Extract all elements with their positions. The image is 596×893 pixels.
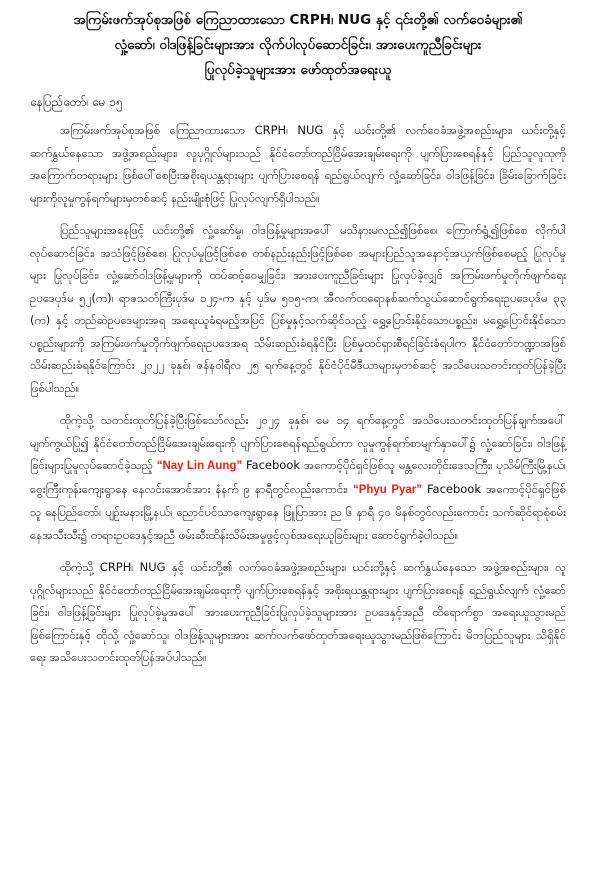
document-title xyxy=(30,8,566,83)
title-line-3: ပြုလုပ်ခဲ့သူများအား ဖော်ထုတ်အရေးယူ xyxy=(204,62,392,78)
paragraph-4: ထိုကဲ့သို့ CRPH၊ NUG နှင့် ယင်းတို့၏ လက်ဝေခံအဖွဲ့အစည်းများ၊ ယင်းတို့နှင့် ဆက်နွှယ်နေသော အဖွဲ့အစည်းများ၊ လူပုဂ္ဂိုလ်များသည် နိုင်ငံတော်တည်ငြိမ်အေးချမ်းရေးကို ပျက်ပြားစေရန်နှင့် အစိုးရယန္တရားများ ပျက်ပြားစေရန် ရည်ရွယ်လျက် လှုံ့ဆော်ခြင်း၊ ဝါဒဖြန့်ခြင်းများ ပြုလုပ်ခဲ့မှုအပေါ် အားပေးကူညီခြင်းပြုလုပ်ခဲ့သူများအား ဥပဒေနှင့်အညီ ထိရောက်စွာ အရေးယူသွားမည်ဖြစ်ကြောင်းနှင့် ထိုသို့ လှုံ့ဆော်သူ၊ ဝါဒဖြန့်သူများအား ဆက်လက်ဖော်ထုတ်အရေးယူသွားမည်ဖြစ်ကြောင်း မိဘပြည်သူများ သိရှိနိုင်ရေး အသိပေးသတင်းထုတ်ပြန်အပ်ပါသည်။ xyxy=(30,560,566,664)
facebook-account-name-2: “Phyu Pyar” xyxy=(352,483,423,496)
dateline: နေပြည်တော်၊ မေ ၁၅ xyxy=(30,95,123,109)
paragraph-1: အကြမ်းဖက်အုပ်စုအဖြစ် ကြေညာထားသော CRPH၊ NUG နှင့် ယင်းတို့၏ လက်ဝေခံအဖွဲ့အစည်းများ၊ ယင်းတို့နှင့် ဆက်နွှယ်နေသော အဖွဲ့အစည်းများ၊ လူပုဂ္ဂိုလ်များသည် နိုင်ငံတော်တည်ငြိမ်အေးချမ်းရေးကို ပျက်ပြားစေရန်နှင့် ပြည်သူလူထုကို အကြောက်တရားများ ဖြစ်ပေါ်စေပြီးအစိုးရယန္တရားများ ပျက်ပြားစေရန် ရည်ရွယ်လျက် လှုံ့ဆော်ခြင်း၊ ဝါဒဖြန့်ခြင်း၊ ခြိမ်းခြောက်ခြင်းများကိုလူမှုကွန်ရက်များမှတစ်ဆင့် နည်းမျိုးစုံဖြင့် ပြုလုပ်လျက်ရှိပါသည်။ xyxy=(30,123,566,205)
paragraph-3-text-b: Facebook အကောင့်ပိုင်ရှင်ဖြစ်သူ မန္တလေးတိုင်းဒေသကြီး၊ ပုသိမ်ကြီးမြို့နယ်၊ ဝွေးကြီးကုန်းကျေးရွာနေ နေလင်းအောင်အား နံနက် ၉ နာရီတွင်လည်းကောင်း၊ xyxy=(30,458,566,496)
paragraph-2: ပြည်သူများအနေဖြင့် ယင်းတို့၏ လှုံ့ဆော်မှု၊ ဝါဒဖြန့်မှုများအပေါ် မသိနားမလည်၍ဖြစ်စေ၊ ကြောက်ရွံ့၍ဖြစ်စေ လိုက်ပါလုပ်ဆောင်ခြင်း၊ အသံဖြင့်ဖြစ်စေ၊ ပြုလုပ်မှုဖြင့်ဖြစ်စေ တစ်နည်းနည်းဖြင့်ဖြစ်စေ အများပြည်သူအနောင့်အယှက်ဖြစ်စေမည့် ပြုလုပ်မှုများ ပြုလုပ်ခြင်း၊ လှုံ့ဆော်ဝါဒဖြန့်မှုများကို ထပ်ဆင့်ဝေမျှခြင်း၊ အားပေးကူညီခြင်းများ ပြုလုပ်ခဲ့လျှင် အကြမ်းဖက်မှုတိုက်ဖျက်ရေးဥပဒေပုဒ်မ ၅၂(က)၊ ရာဇသတ်ကြီးပုဒ်မ ၁၂၄-က နှင့် ပုဒ်မ ၅၀၅-က၊ အီလက်ထရောနစ်ဆက်သွယ်ဆောင်ရွက်ရေးဥပဒေပုဒ်မ ၃၃ (က) နှင့် တည်ဆဲဥပဒေများအရ အရေးယူခံရမည့်အပြင် ပြစ်မှုနှင့်သက်ဆိုင်သည့် ရွှေ့ပြောင်းနိုင်သောပစ္စည်း၊ မရွှေ့ပြောင်းနိုင်သောပစ္စည်းများကို အကြမ်းဖက်မှုတိုက်ဖျက်ရေးဥပဒေအရ သိမ်းဆည်းခံရနိုင်ပြီး ပြစ်မှုထင်ရှားစီရင်ခြင်းခံရပါက နိုင်ငံတော်ဘဏ္ဍာအဖြစ် သိမ်းဆည်းခံရနိုင်ကြောင်း ၂၀၂၂ ခုနှစ်၊ ဇန်နဝါရီလ ၂၅ ရက်နေ့တွင် နိုင်ငံပိုင်မီဒီယာများမှတစ်ဆင့် အသိပေးသတင်းထုတ်ပြန်ခဲ့ပြီး ဖြစ်ပါသည်။ xyxy=(30,223,566,395)
facebook-account-name-1: “Nay Lin Aung” xyxy=(156,460,243,472)
paragraph-3-text-c: Facebook အကောင့်ပိုင်ရှင်ဖြစ်သူ နေပြည်တော်၊ ပျဉ်းမနားမြို့နယ်၊ ညောင်ပင်သာကျေးရွာနေ ဖြူပြာအား ည ၆ နာရီ ၄၀ မိနစ်တွင်လည်းကောင်း သက်ဆိုင်ရာစုံစမ်းနေအသီးသီး၌ တရားဥပဒေနှင့်အညီ ဖမ်းဆီးထိန်းသိမ်းအမှုဖွင့်လှစ်အရေးယူခြင်းများ ဆောင်ရွက်ခဲ့ပါသည်။ xyxy=(30,481,567,542)
paragraph-3-text-a: ထိုကဲ့သို့ သတင်းထုတ်ပြန်ခဲ့ပြီးဖြစ်သော်လည်း ၂၀၂၄ ခုနှစ်၊ မေ ၁၄ ရက်နေ့တွင် အသိပေးသတင်းထုတ်ပြန်ချက်အပေါ် မျက်ကွယ်ပြု၍ နိုင်ငံတော်တည်ငြိမ်အေးချမ်းရေးကို ပျက်ပြားစေရန်ရည်ရွယ်ကာ လူမှုကွန်ရက်စာမျက်နှာပေါ်၌ လှုံ့ဆော်ခြင်း၊ ဝါဒဖြန့်ခြင်းများပြုမူလုပ်ဆောင်ခဲ့သည့် xyxy=(30,413,566,472)
title-line-1: အကြမ်းဖက်အုပ်စုအဖြစ် ကြေညာထားသော CRPH၊ NUG နှင့် ၎င်းတို့၏ လက်ဝေခံများ၏ xyxy=(73,12,523,28)
title-line-2: လှုံ့ဆော်၊ ဝါဒဖြန့်ခြင်းများအား လိုက်ပါလုပ်ဆောင်ခြင်း၊ အားပေးကူညီခြင်းများ xyxy=(114,37,482,53)
paragraph-3 xyxy=(30,409,566,546)
